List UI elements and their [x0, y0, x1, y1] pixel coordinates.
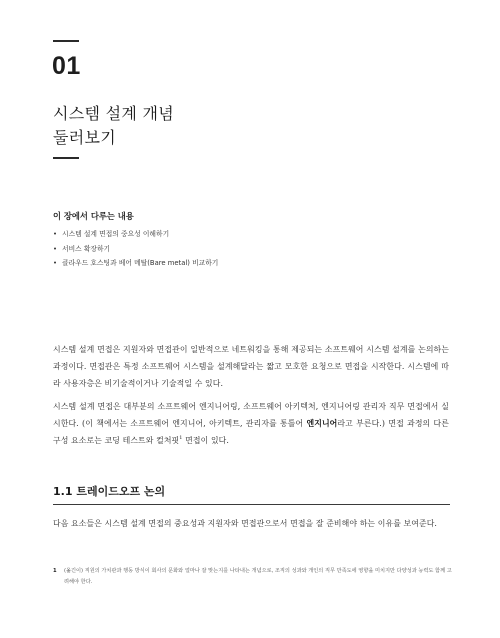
p2-bold-term: 엔지니어 [306, 419, 338, 428]
list-item: • 시스템 설계 면접의 중요성 이해하기 [53, 229, 218, 244]
footnote-number: 1 [53, 568, 57, 574]
section-paragraph: 다음 요소들은 시스템 설계 면접의 중요성과 지원자와 면접관으로서 면접을 잘 준비해야 하는 이유를 보여준다. [53, 519, 438, 528]
chapter-title-line1: 시스템 설계 개념 [53, 104, 175, 123]
chapter-title-rule [53, 157, 79, 159]
body-paragraph-2 [53, 398, 449, 449]
p2-text-start: 시스템 설계 면접은 대부분의 소프트웨어 엔지니어링, 소프트웨어 아키텍처, 엔지니어링 관리자 직무 면접에서 실시한다. (이 책에서는 소프트웨어 엔지니어, 아키텍트, 관리자를 통틀어 [53, 402, 449, 428]
footnote-text: (옮긴이) 직원의 가치관과 행동 방식이 회사의 문화와 얼마나 잘 맞는지를 나타내는 개념으로, 조직의 성과와 개인의 직무 만족도에 영향을 미치지만 다양성과 능력도 함께 고려해야 한다. [64, 568, 452, 585]
section-title-rule [53, 504, 450, 505]
p2-text-end: 면접이 있다. [182, 436, 229, 445]
chapter-top-rule [53, 40, 79, 42]
body-paragraph-1: 시스템 설계 면접은 지원자와 면접관이 일반적으로 네트워킹을 통해 제공되는 소프트웨어 시스템 설계를 논의하는 과정이다. 면접관은 특정 소프트웨어 시스템을 설계해달라는 짧고 모호한 요청으로 면접을 시작한다. 시스템에 따라 사용자층은 비기술적이거나 기술적일 수 있다. [53, 345, 449, 388]
footnote-ref[interactable]: 1 [179, 435, 183, 441]
p2-text-middle: 라고 부른다.) 면접 과정의 다른 구성 요소로는 코딩 테스트와 컬처핏 [53, 419, 449, 445]
intro-heading: 이 장에서 다루는 내용 [53, 211, 134, 221]
intro-list [53, 229, 218, 273]
list-item: • 서비스 확장하기 [53, 244, 218, 259]
chapter-number: 01 [52, 52, 81, 80]
chapter-title-line2: 둘러보기 [53, 128, 117, 147]
list-item: • 클라우드 호스팅과 베어 메탈(Bare metal) 비교하기 [53, 258, 218, 273]
section-title: 1.1 트레이드오프 논의 [53, 485, 166, 498]
footnote [53, 566, 453, 588]
